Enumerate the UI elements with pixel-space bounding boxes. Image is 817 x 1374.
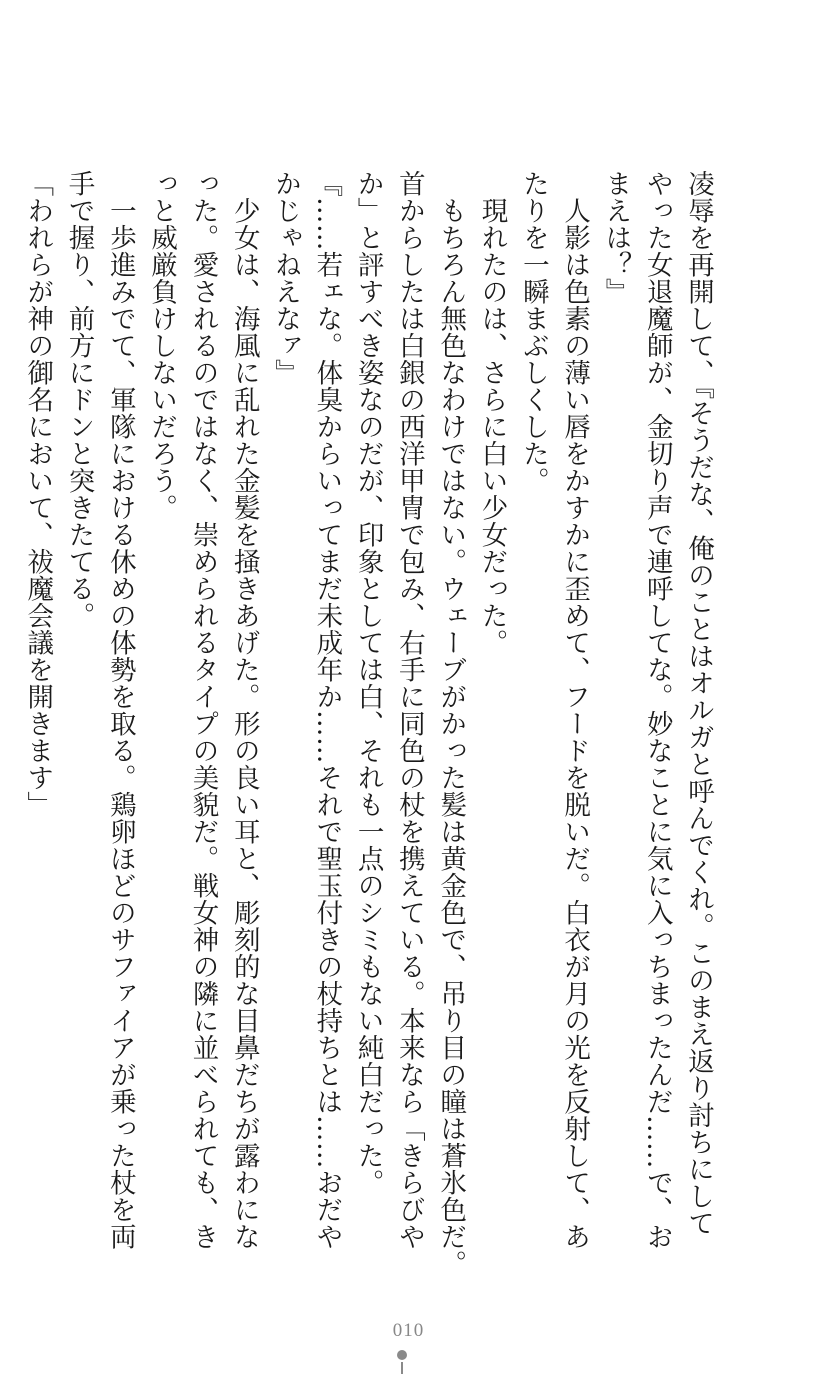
text-line: 首からしたは白銀の西洋甲冑で包み、右手に同色の杖を携えている。本来なら「きらびや [393, 170, 425, 1250]
text-line: 凌辱を再開して、『そうだな、俺のことはオルガと呼んでくれ。このまえ返り討ちにして [683, 170, 714, 1237]
text-line: 一歩進みでて、軍隊における休めの体勢を取る。鶏卵ほどのサファイアが乗った杖を両 [104, 170, 136, 1250]
text-line: やった女退魔師が、金切り声で連呼してな。妙なことに気に入っちまったんだ……で、お [641, 170, 673, 1250]
page-marker-dot-icon [397, 1350, 407, 1360]
text-line: 『……若ェな。体臭からいってまだ未成年か……それで聖玉付きの杖持ちとは……おだや [311, 170, 343, 1250]
text-line: 人影は色素の薄い唇をかすかに歪めて、フードを脱いだ。白衣が月の光を反射して、あ [559, 170, 591, 1250]
text-line: った。愛されるのではなく、崇められるタイプの美貌だ。戦女神の隣に並べられても、き [187, 170, 219, 1250]
text-line: まえは？』 [600, 170, 632, 305]
text-line: っと威厳負けしないだろう。 [146, 170, 178, 521]
text-line: たりを一瞬まぶしくした。 [517, 170, 549, 494]
text-line: 現れたのは、さらに白い少女だった。 [476, 170, 508, 656]
text-line: 「われらが神の御名において、祓魔会議を開きます」 [22, 170, 54, 818]
text-line: 手で握り、前方にドンと突きたてる。 [63, 170, 95, 629]
text-line: か」と評すべき姿なのだが、印象としては白、それも一点のシミもない純白だった。 [352, 170, 384, 1196]
vertical-text-body [17, 170, 719, 1277]
text-line: もちろん無色なわけではない。ウェーブがかった髪は黄金色で、吊り目の瞳は蒼氷色だ。 [435, 170, 467, 1277]
text-line: かじゃねえなァ』 [270, 170, 302, 386]
page-number: 010 [392, 1320, 425, 1341]
text-line: 少女は、海風に乱れた金髪を掻きあげた。形の良い耳と、彫刻的な目鼻だちが露わにな [228, 170, 260, 1250]
page-marker-line [401, 1362, 403, 1374]
